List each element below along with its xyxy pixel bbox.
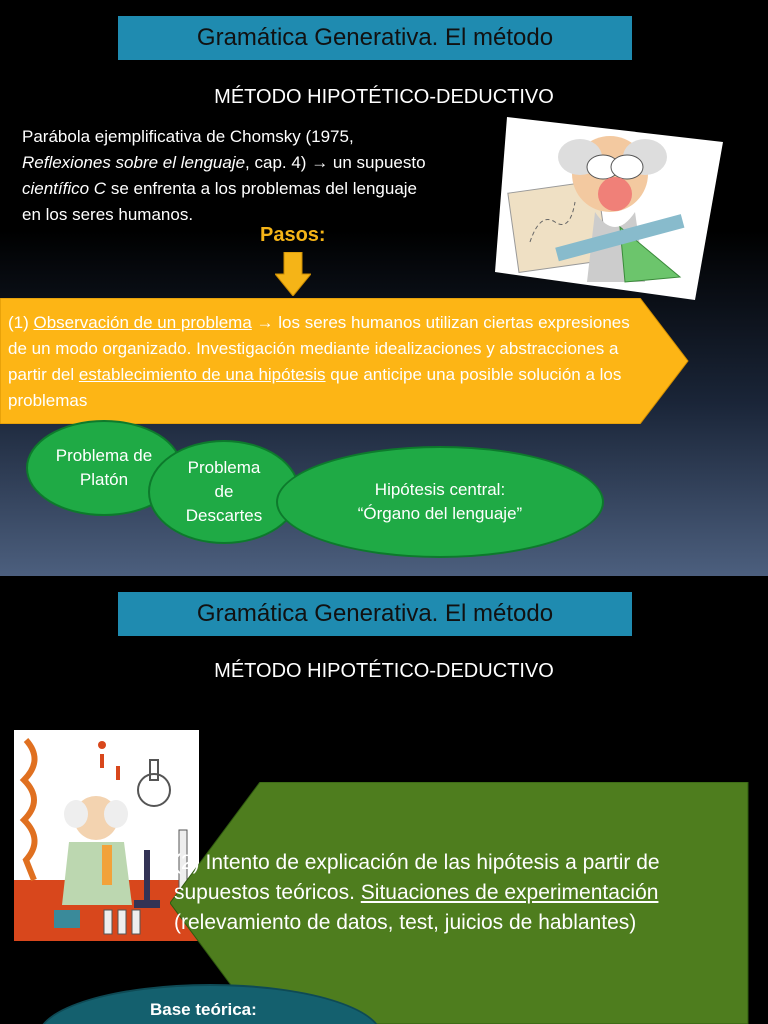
hypothesis-link: establecimiento de una hipótesis (78, 365, 326, 384)
slide-2 (0, 576, 768, 1024)
step-text-1: → los seres humanos utilizan ciertas expresiones de un modo organizado. Investigación mediante idealizaciones y abstracciones a partir del (8, 313, 630, 384)
observation-link: Observación de un problema (33, 313, 252, 332)
ellipse-descartes-label: Problema de Descartes (185, 458, 263, 525)
para-line-1: Parábola ejemplificativa de Chomsky (1975, (22, 127, 354, 146)
step-number: (1) (8, 313, 34, 332)
slide-title (118, 592, 632, 636)
pasos-label: Pasos: (260, 224, 326, 246)
slide-title-text: Gramática Generativa. El método (196, 24, 554, 51)
ellipse-platon-label: Problema de Platón (55, 446, 153, 489)
slide-title (118, 16, 632, 60)
experimentation-link: Situaciones de experimentación (360, 881, 659, 904)
slide-title-text: Gramática Generativa. El método (196, 600, 554, 627)
para-line-3: se enfrenta a los problemas del lenguaje (106, 179, 418, 198)
chomsky-paragraph (22, 124, 502, 228)
book-title: Reflexiones sobre el lenguaje (22, 153, 246, 172)
scientist-c: científico C (22, 179, 107, 198)
step-2-text (174, 848, 734, 938)
ellipse-hipotesis-central (276, 446, 604, 558)
hipotesis-label: Hipótesis central: (374, 480, 506, 499)
step-1-text (8, 310, 648, 414)
arrow-down-icon (275, 252, 311, 296)
professor-illustration (495, 112, 725, 302)
step-2-text-1: (2) Intento de explicación de las hipótesis a partir de supuestos teóricos. (174, 851, 660, 904)
para-line-4: en los seres humanos. (22, 205, 194, 224)
slide-subtitle: MÉTODO HIPOTÉTICO-DEDUCTIVO (214, 86, 554, 108)
slide-subtitle: MÉTODO HIPOTÉTICO-DEDUCTIVO (214, 660, 554, 682)
step-text-2: que anticipe una posible solución a los problemas (8, 365, 622, 410)
step-2-text-2: (relevamiento de datos, test, juicios de hablantes) (174, 911, 637, 934)
base-teorica-label: Base teórica: (150, 1000, 257, 1019)
organo-lenguaje-label: “Órgano del lenguaje” (357, 504, 523, 523)
para-line-2: , cap. 4) → un supuesto (245, 153, 426, 172)
